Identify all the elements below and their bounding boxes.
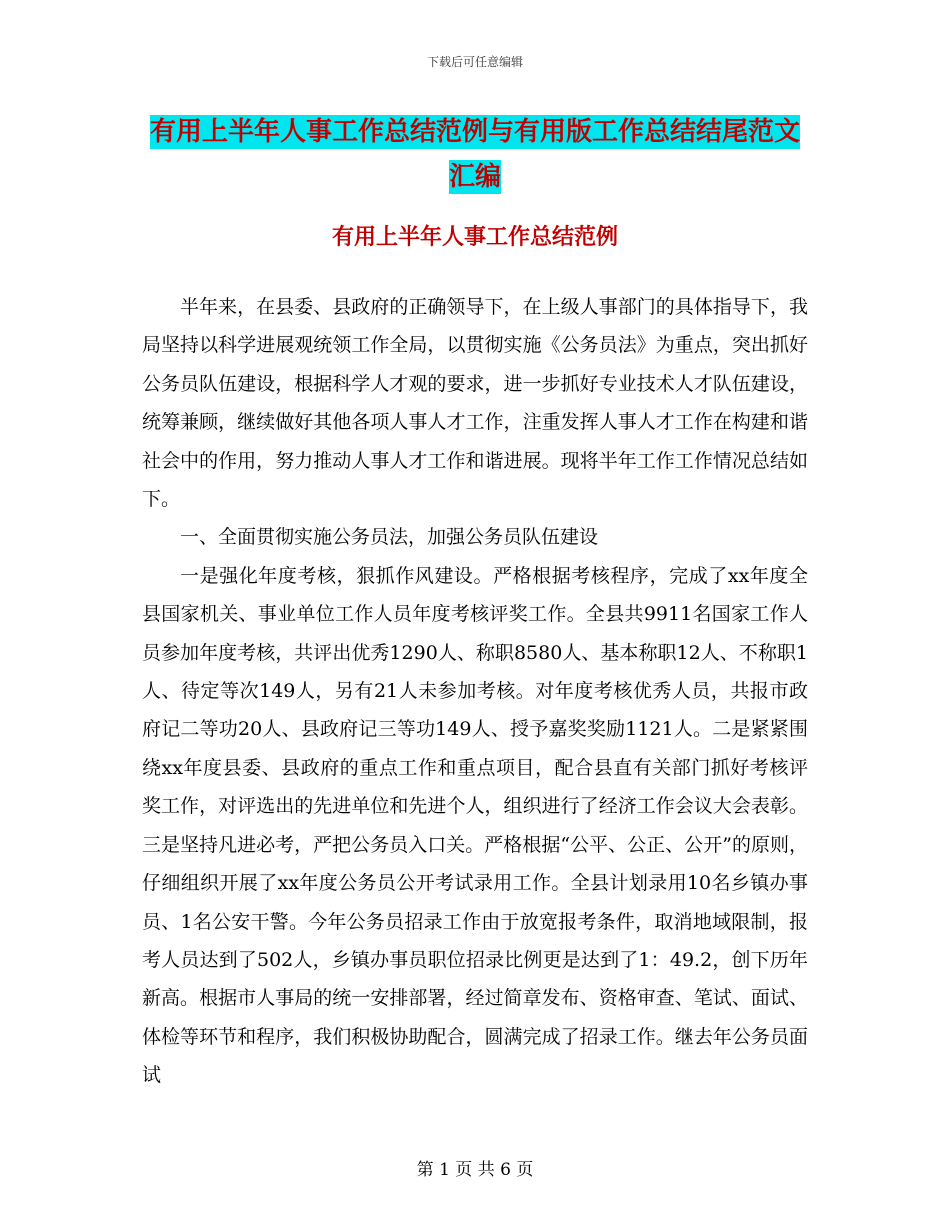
body-text (142, 288, 808, 1095)
section-title: 有用上半年人事工作总结范例 (331, 225, 618, 250)
document-title-text: 有用上半年人事工作总结范例与有用版工作总结结尾范文汇编 (149, 117, 800, 192)
paragraph: 一、全面贯彻实施公务员法，加强公务员队伍建设 (180, 526, 599, 549)
paragraph: 一是强化年度考核，狠抓作风建设。严格根据考核程序，完成了xx年度全县国家机关、事业单位工作人员年度考核评奖工作。全县共9911名国家工作人员参加年度考核，共评出优秀1290人、称职8580人、基本称职12人、不称职1人、待定等次149人，另有21人未参加考核。对年度考核优秀人员，共报市政府记二等功20人、县政府记三等功149人、授予嘉奖奖励1121人。二是紧紧围绕xx年度县委、县政府的重点工作和重点项目，配合县直有关部门抓好考核评奖工作，对评选出的先进单位和先进个人，组织进行了经济工作会议大会表彰。三是坚持凡进必考，严把公务员入口关。严格根据“公平、公正、公开”的原则，仔细组织开展了xx年度公务员公开考试录用工作。全县计划录用10名乡镇办事员、1名公安干警。今年公务员招录工作由于放宽报考条件，取消地域限制，报考人员达到了502人，乡镇办事员职位招录比例更是达到了1：49.2，创下历年新高。根据市人事局的统一安排部署，经过简章发布、资格审查、笔试、面试、体检等环节和程序，我们积极协助配合，圆满完成了招录工作。继去年公务员面试 (142, 564, 808, 1087)
paragraph: 半年来，在县委、县政府的正确领导下，在上级人事部门的具体指导下，我局坚持以科学进展观统领工作全局，以贯彻实施《公务员法》为重点，突出抓好公务员队伍建设，根据科学人才观的要求，进一步抓好专业技术人才队伍建设，统筹兼顾，继续做好其他各项人事人才工作，注重发挥人事人才工作在构建和谐社会中的作用，努力推动人事人才工作和谐进展。现将半年工作工作情况总结如下。 (142, 296, 808, 511)
document-title (140, 110, 810, 200)
page-footer: 第 1 页 共 6 页 (416, 1160, 534, 1180)
header-note: 下载后可任意编辑 (426, 55, 523, 69)
